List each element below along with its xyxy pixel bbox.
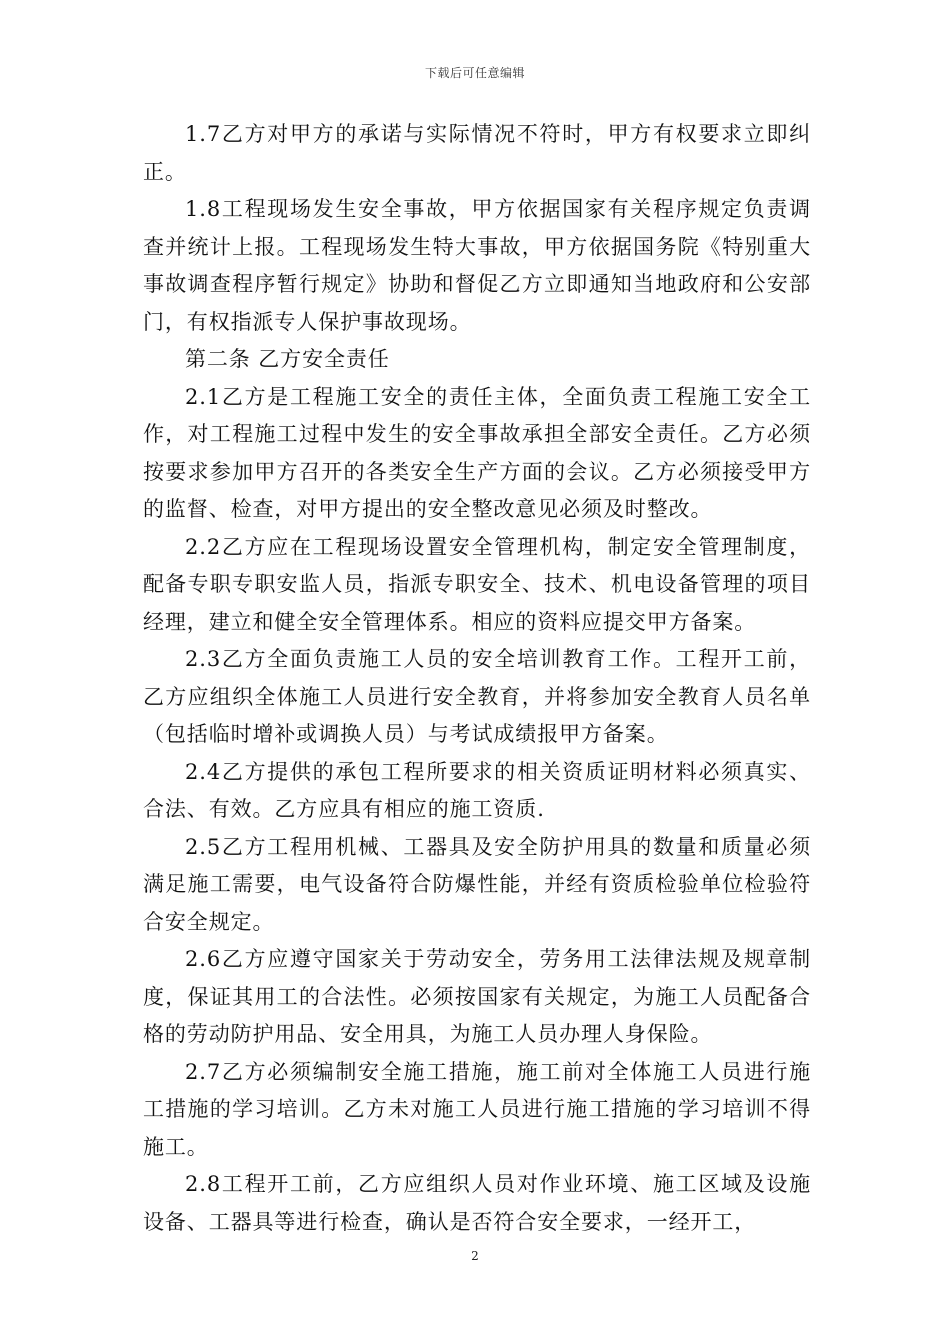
page-header: 下载后可任意编辑 <box>424 66 525 80</box>
paragraph-2-7: 2.7乙方必须编制安全施工措施，施工前对全体施工人员进行施工措施的学习培训。乙方未对施工人员进行施工措施的学习培训不得施工。 <box>143 1059 811 1159</box>
page-number: 2 <box>471 1249 479 1263</box>
paragraph-2-1: 2.1乙方是工程施工安全的责任主体，全面负责工程施工安全工作，对工程施工过程中发生的安全事故承担全部安全责任。乙方必须按要求参加甲方召开的各类安全生产方面的会议。乙方必须接受甲方的监督、检查，对甲方提出的安全整改意见必须及时整改。 <box>143 384 811 521</box>
document-body <box>143 116 811 1241</box>
paragraph-1-7: 1.7乙方对甲方的承诺与实际情况不符时，甲方有权要求立即纠正。 <box>143 122 811 184</box>
paragraph-2-2: 2.2乙方应在工程现场设置安全管理机构，制定安全管理制度，配备专职专职安监人员，指派专职安全、技术、机电设备管理的项目经理，建立和健全安全管理体系。相应的资料应提交甲方备案。 <box>143 534 811 634</box>
paragraph-2-4: 2.4乙方提供的承包工程所要求的相关资质证明材料必须真实、合法、有效。乙方应具有相应的施工资质. <box>143 759 811 821</box>
paragraph-2-5: 2.5乙方工程用机械、工器具及安全防护用具的数量和质量必须满足施工需要，电气设备符合防爆性能，并经有资质检验单位检验符合安全规定。 <box>143 834 811 934</box>
paragraph-2-6: 2.6乙方应遵守国家关于劳动安全，劳务用工法律法规及规章制度，保证其用工的合法性。必须按国家有关规定，为施工人员配备合格的劳动防护用品、安全用具，为施工人员办理人身保险。 <box>143 947 811 1046</box>
paragraph-2-3: 2.3乙方全面负责施工人员的安全培训教育工作。工程开工前，乙方应组织全体施工人员进行安全教育，并将参加安全教育人员名单（包括临时增补或调换人员）与考试成绩报甲方备案。 <box>143 647 811 746</box>
paragraph-1-8: 1.8工程现场发生安全事故，甲方依据国家有关程序规定负责调查并统计上报。工程现场发生特大事故，甲方依据国务院《特别重大事故调查程序暂行规定》协助和督促乙方立即通知当地政府和公安部门，有权指派专人保护事故现场。 <box>143 197 811 334</box>
paragraph-2-8: 2.8工程开工前，乙方应组织人员对作业环境、施工区域及设施设备、工器具等进行检查，确认是否符合安全要求，一经开工， <box>143 1172 811 1234</box>
section-heading-article-2: 第二条 乙方安全责任 <box>185 347 390 371</box>
